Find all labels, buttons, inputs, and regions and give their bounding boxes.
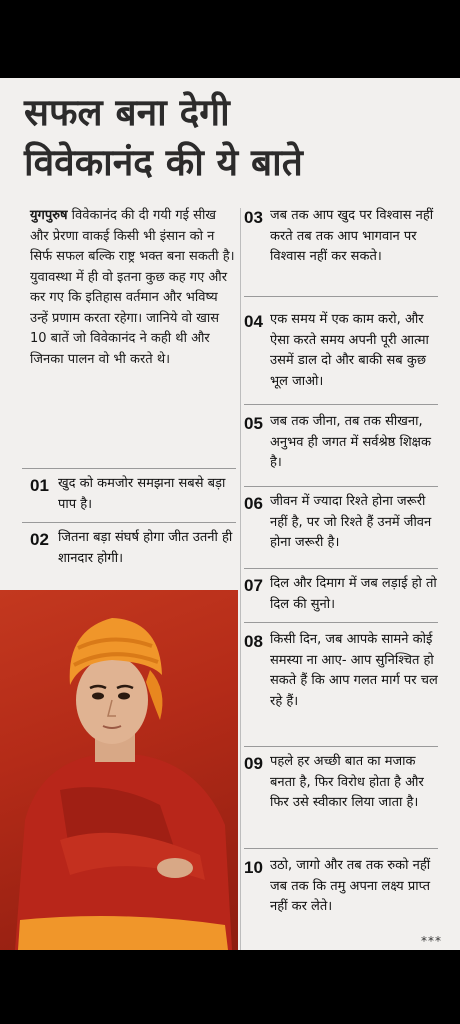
end-mark: *** <box>421 934 442 948</box>
point-number: 01 <box>30 476 49 495</box>
point-text: जितना बड़ा संघर्ष होगा जीत उतनी ही शानदार होगी। <box>58 530 233 566</box>
divider <box>244 746 438 747</box>
divider <box>244 622 438 623</box>
intro-text: विवेकानंद की दी गयी गई सीख और प्रेरणा वाकई किसी भी इंसान को न सिर्फ सफल बल्कि राष्ट्र भक्त बना सकती है। युवावस्था में ही वो इतना कुछ कह गए और कर गए कि इतिहास वर्तमान और भविष्य उन्हें प्रणाम करता रहेगा। जानिये वो खास 10 बातें जो विवेकानंद ने कही थी और जिनका पालन वो भी करते थे। <box>30 208 235 367</box>
point-02 <box>30 528 235 569</box>
point-number: 10 <box>244 858 263 877</box>
point-text: उठो, जागो और तब तक रुको नहीं जब तक कि तमु अपना लक्ष्य प्राप्त नहीं कर लेते। <box>270 858 431 914</box>
point-text: जब तक जीना, तब तक सीखना, अनुभव ही जगत में सर्वश्रेष्ठ शिक्षक है। <box>270 414 431 470</box>
point-04 <box>244 310 444 392</box>
point-06 <box>244 492 444 554</box>
point-text: एक समय में एक काम करो, और ऐसा करते समय अपनी पूरी आत्मा उसमें डाल दो और बाकी सब कुछ भूल जाओ। <box>270 312 429 389</box>
divider <box>244 296 438 297</box>
point-number: 04 <box>244 312 263 331</box>
point-number: 03 <box>244 208 263 227</box>
intro-lead: युगपुरुष <box>30 208 68 223</box>
intro-paragraph <box>30 206 235 370</box>
divider <box>22 468 236 469</box>
headline-line-2: विवेकानंद की ये बाते <box>24 141 303 184</box>
point-number: 08 <box>244 632 263 651</box>
point-text: किसी दिन, जब आपके सामने कोई समस्या ना आए- आप सुनिश्चित हो सकते हैं कि आप गलत मार्ग पर चल रहे हैं। <box>270 632 438 709</box>
point-number: 07 <box>244 576 263 595</box>
point-03 <box>244 206 444 268</box>
point-01 <box>30 474 235 515</box>
point-09 <box>244 752 444 814</box>
divider <box>22 522 236 523</box>
point-05 <box>244 412 444 474</box>
divider <box>244 848 438 849</box>
point-number: 05 <box>244 414 263 433</box>
divider <box>244 486 438 487</box>
point-07 <box>244 574 444 615</box>
divider <box>244 568 438 569</box>
point-number: 09 <box>244 754 263 773</box>
portrait-illustration <box>0 590 238 950</box>
point-08 <box>244 630 444 712</box>
point-text: दिल और दिमाग में जब लड़ाई हो तो दिल की सुनो। <box>270 576 437 612</box>
point-number: 02 <box>30 530 49 549</box>
divider <box>244 404 438 405</box>
point-text: खुद को कमजोर समझना सबसे बड़ा पाप है। <box>58 476 226 512</box>
newspaper-clipping <box>0 78 460 950</box>
point-text: जब तक आप खुद पर विश्वास नहीं करते तब तक आप भागवान पर विश्वास नहीं कर सकते। <box>270 208 434 264</box>
headline <box>24 88 454 188</box>
point-number: 06 <box>244 494 263 513</box>
point-10 <box>244 856 444 918</box>
portrait-photo <box>0 590 238 950</box>
headline-line-1: सफल बना देगी <box>24 91 230 134</box>
column-divider <box>240 208 241 950</box>
point-text: पहले हर अच्छी बात का मजाक बनता है, फिर विरोध होता है और फिर उसे स्वीकार लिया जाता है। <box>270 754 424 810</box>
point-text: जीवन में ज्यादा रिश्ते होना जरूरी नहीं है, पर जो रिश्ते हैं उनमें जीवन होना जरूरी है। <box>270 494 432 550</box>
